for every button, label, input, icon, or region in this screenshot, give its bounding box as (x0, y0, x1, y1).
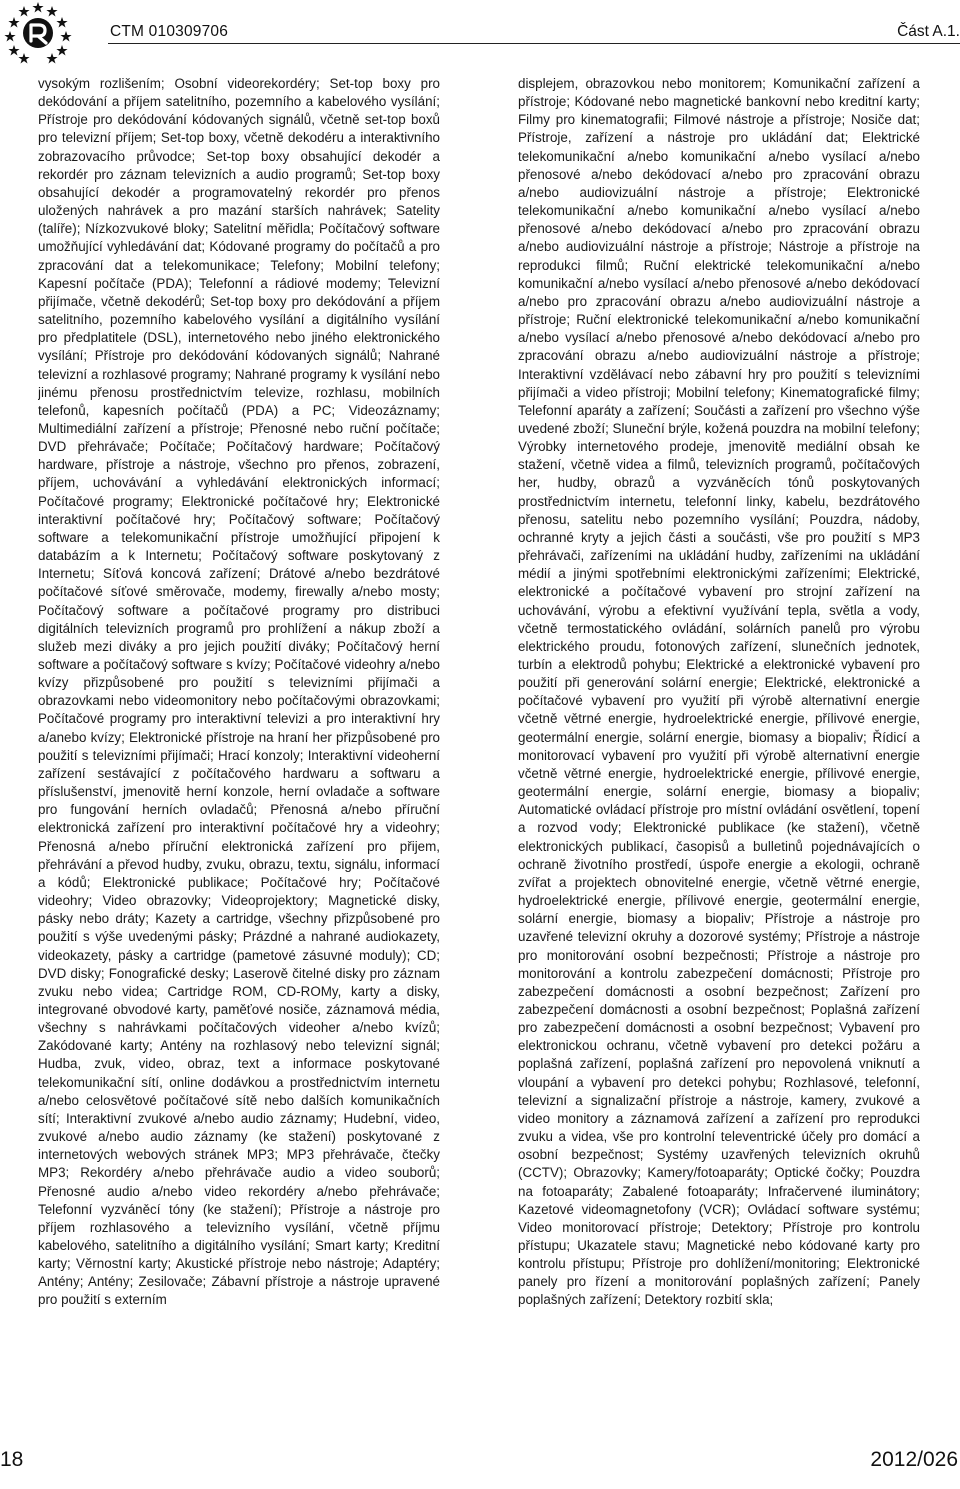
oami-logo-icon (2, 0, 74, 64)
right-text-column: displejem, obrazovkou nebo monitorem; Komunikační zařízení a přístroje; Kódované nebo magnetické bankovní nebo kreditní karty; Filmy pro kinematografii; Filmové nástroje a přístroje; Nosiče dat; Přístroje, zařízení a nástroje pro ukládání dat; Elektrické telekomunikační a/nebo komunikační a/nebo vysílací a/nebo přenosové a/nebo dekódovací a/nebo pro zpracování obrazu a/nebo audiovizuální nástroje a přístroje; Elektronické telekomunikační a/nebo komunikační a/nebo vysílací a/nebo přenosové a/nebo dekódovací a/nebo pro zpracování obrazu a/nebo audiovizuální nástroje a přístroje; Nástroje a přístroje na reprodukci filmů; Ruční elektrické telekomunikační a/nebo komunikační a/nebo vysílací a/nebo přenosové a/nebo dekódovací a/nebo pro zpracování obrazu a/nebo audiovizuální nástroje a přístroje; Ruční elektronické telekomunikační a/nebo komunikační a/nebo vysílací a/nebo přenosové a/nebo dekódovací a/nebo pro zpracování obrazu a/nebo audiovizuální nástroje a přístroje; Interaktivní vzdělávací nebo zábavní hry pro použití s televizními přijímači a video přístroji; Mobilní telefony; Kinematografické filmy; Telefonní aparáty a zařízení; Součásti a zařízení pro všechno výše uvedené zboží; Sluneční brýle, kožená pouzdra na mobilní telefony; Výrobky internetového prodeje, jmenovitě mediální obsah ke stažení, včetně videa a filmů, televizních programů, počítačových her, hudby, obrazů a vyzváněcích tónů poskytovaných prostřednictvím internetu, telefonní linky, kabelu, bezdrátového přenosu, satelitu nebo pozemního vysílání; Pouzdra, nádoby, ochranné kryty a jejich části a součásti, vše pro použití s MP3 přehrávači, zařízeními na ukládání hudby, zařízeními na ukládání médií a jinými spotřebními elektronickými zařízeními; Elektrické, elektronické a počítačové vybavení pro strojní zařízení na uchovávání, výrobu a efektivní využívání tepla, světla a vody, včetně termostatického ovládání, solárních panelů pro výrobu elektrického proudu, fotonových zařízení, slunečních jednotek, turbín a elektrodů pohybu; Elektrické a elektronické vybavení pro použití při generování solární energie; Elektrické, elektronické a počítačové vybavení pro využití při výrobě alternativní energie včetně větrné energie, hydroelektrické energie, přílivové energie, geotermální energie, solární energie, biomasy a biopaliv; Řídicí a monitorovací vybavení pro využití při výrobě alternativní energie včetně větrné energie, hydroelektrické energie, přílivové energie, geotermální energie, solární energie, biomasy a biopaliv; Automatické ovládací přístroje pro místní ovládání osvětlení, topení a rozvod vody; Elektronické publikace (ke stažení), včetně elektronických publikací, časopisů a bulletinů pojednávajících o ochraně životního prostředí, úspoře energie a ekologii, ochraně zvířat a projektech obnovitelné energie, včetně větrné energie, hydroelektrické energie, přílivové energie, geotermální energie, solární energie, biomasy a biopaliv; Přístroje a nástroje pro uzavřené televizní okruhy a dozorové systémy; Přístroje a nástroje pro monitorování osobní bezpečnosti; Přístroje a nástroje pro monitorování a kontrolu zabezpečení domácnosti; Přístroje pro zabezpečení domácnosti a osobní bezpečnost; Zařízení pro zabezpečení domácnosti a osobní bezpečnost; Poplašná zařízení pro zabezpečení domácnosti a osobní bezpečnost; Vybavení pro elektronickou ochranu, včetně vybavení pro detekci požáru a poplašná zařízení, poplašná zařízení pro nepovolená vniknutí a vloupání a vybavení pro detekci pohybu; Rozhlasové, telefonní, televizní a signalizační přístroje a nástroje, kamery, zvukové a video monitory a záznamová zařízení a zařízení pro reprodukci zvuku a videa, vše pro kontrolní televentrické účely pro domácí a osobní bezpečnost; Systémy uzavřených televizních okruhů (CCTV); Obrazovky; Kamery/fotoaparáty; Optické čočky; Pouzdra na fotoaparáty; Zabalené fotoaparáty; Infračervené iluminátory; Kazetové videomagnetofony (VCR); Ovládací software systému; Video monitorovací přístroje; Detektory; Přístroje pro kontrolu přístupu; Ukazatele stavu; Magnetické nebo kódované karty pro kontrolu přístupu; Přístroje pro dohlížení/monitoring; Elektronické panely pro řízení a monitorování poplašných zařízení; Panely poplašných zařízení; Detektory rozbití skla; (518, 76, 920, 1308)
page-header (0, 0, 960, 66)
section-label: Část A.1. (897, 23, 960, 40)
header-divider (108, 43, 960, 44)
page-number: 18 (0, 1448, 24, 1471)
left-text-column: vysokým rozlišením; Osobní videorekordéry; Set-top boxy pro dekódování a příjem satelitního, pozemního a kabelového vysílání; Přístroje pro dekódování kódovaných signálů, včetně set-top boxů pro televizní příjem; Set-top boxy, včetně dekodéru a interaktivního zobrazovacího průvodce; Set-top boxy obsahující dekodér a rekordér pro záznam televizních a audio programů; Set-top boxy obsahující dekodér a programovatelný rekordér pro přenos uložených nahrávek a pro mazání starších nahrávek; Satelity (talíře); Nízkozvukové bloky; Satelitní měřidla; Počítačový software umožňující vyhledávání dat; Kódované programy do počítačů a pro zpracování dat a telekomunikace; Telefony; Mobilní telefony; Kapesní počítače (PDA); Telefonní a rádiové modemy; Televizní přijímače, včetně dekodérů; Set-top boxy pro dekódování a příjem satelitního, pozemního kabelového vysílání a digitálního vysílání pro předplatitele (DSL), internetového nebo jiného elektronického vysílání; Přístroje pro dekódování kódovaných signálů; Nahrané televizní a rozhlasové programy; Nahrané programy k vysílání nebo jinému přenosu prostřednictvím televize, rozhlasu, mobilních telefonů, kapesních počítačů (PDA) a PC; Videozáznamy; Multimediální zařízení a přístroje; Přenosné nebo ruční počítače; DVD přehrávače; Počítače; Počítačový hardware; Počítačový hardware, přístroje a nástroje, všechno pro přenos, zobrazení, příjem, uchovávání a vyhledávání elektronických informací; Počítačové programy; Elektronické počítačové hry; Elektronické interaktivní počítačové hry; Počítačový software; Počítačový software a telekomunikační přístroje umožňující připojení k databázím a k Internetu; Počítačový software poskytovaný z Internetu; Síťová koncová zařízení; Drátové a/nebo bezdrátové počítačové síťové směrovače, modemy, firewally a/nebo mosty; Počítačový software a počítačové programy pro distribuci digitálních televizních programů pro prohlížení a nákup zboží a služeb mezi diváky a pro jejich použití diváky; Počítačový herní software a počítačový software s kvízy; Počítačové videohry a/nebo kvízy přizpůsobené pro použití s televizními přijímači a obrazovkami nebo videomonitory nebo počítačovými obrazovkami; Počítačové programy pro interaktivní televizi a pro interaktivní hry a/anebo kvízy; Elektronické přístroje na hraní her přizpůsobené pro použití s televizními přijímači; Hrací konzoly; Interaktivní videoherní zařízení sestávající z počítačového hardwaru a softwaru a příslušenství, jmenovitě herní konzole, herní ovladače a software pro fungování herních ovladačů; Přenosná a/nebo příruční elektronická zařízení pro interaktivní počítačové hry a videohry; Přenosná a/nebo příruční elektronická zařízení pro přijem, přehrávání a převod hudby, zvuku, obrazu, textu, signálu, informací a kódů; Elektronické publikace; Počítačové hry; Počítačové videohry; Video obrazovky; Videoprojektory; Magnetické disky, pásky nebo dráty; Kazety a cartridge, všechny přizpůsobené pro použití s výše uvedenými pásky; Prázdné a nahrané audiokazety, videokazety, pásky a cartridge (pametové zásuvné moduly); CD; DVD disky; Fonografické desky; Laserově čitelné disky pro záznam zvuku nebo videa; Cartridge ROM, CD-ROMy, karty a disky, integrované obvodové karty, paměťové nosiče, záznamová média, všechny s nahrávkami počítačových videoher a/nebo kvízů; Zakódované karty; Antény na rozhlasový nebo televizní signál; Hudba, zvuk, video, obraz, text a informace poskytované telekomunikační sítí, online dodávkou a prostřednictvím internetu a/nebo celosvětové počítačové sítě nebo dalších komunikačních sítí; Interaktivní zvukové a/nebo audio záznamy; Hudební, video, zvukové a/nebo audio záznamy (ke stažení) poskytované z internetových webových stránek MP3; MP3 přehrávače, čtečky MP3; Rekordéry a/nebo přehrávače audio a video souborů; Přenosné audio a/nebo video rekordéry a/nebo přehrávače; Telefonní vyzváněcí tóny (ke stažení); Přístroje a nástroje pro příjem rozhlasového a televizního vysílání, včetně příjmu kabelového, satelitního a digitálního vysílání; Smart karty; Kreditní karty; Věrnostní karty; Akustické přístroje nebo nástroje; Adaptéry; Antény; Antény; Zesilovače; Zábavní přístroje a nástroje upravené pro použití s externím (38, 76, 440, 1308)
document-id: CTM 010309706 (110, 23, 229, 40)
issue-number: 2012/026 (870, 1448, 958, 1471)
